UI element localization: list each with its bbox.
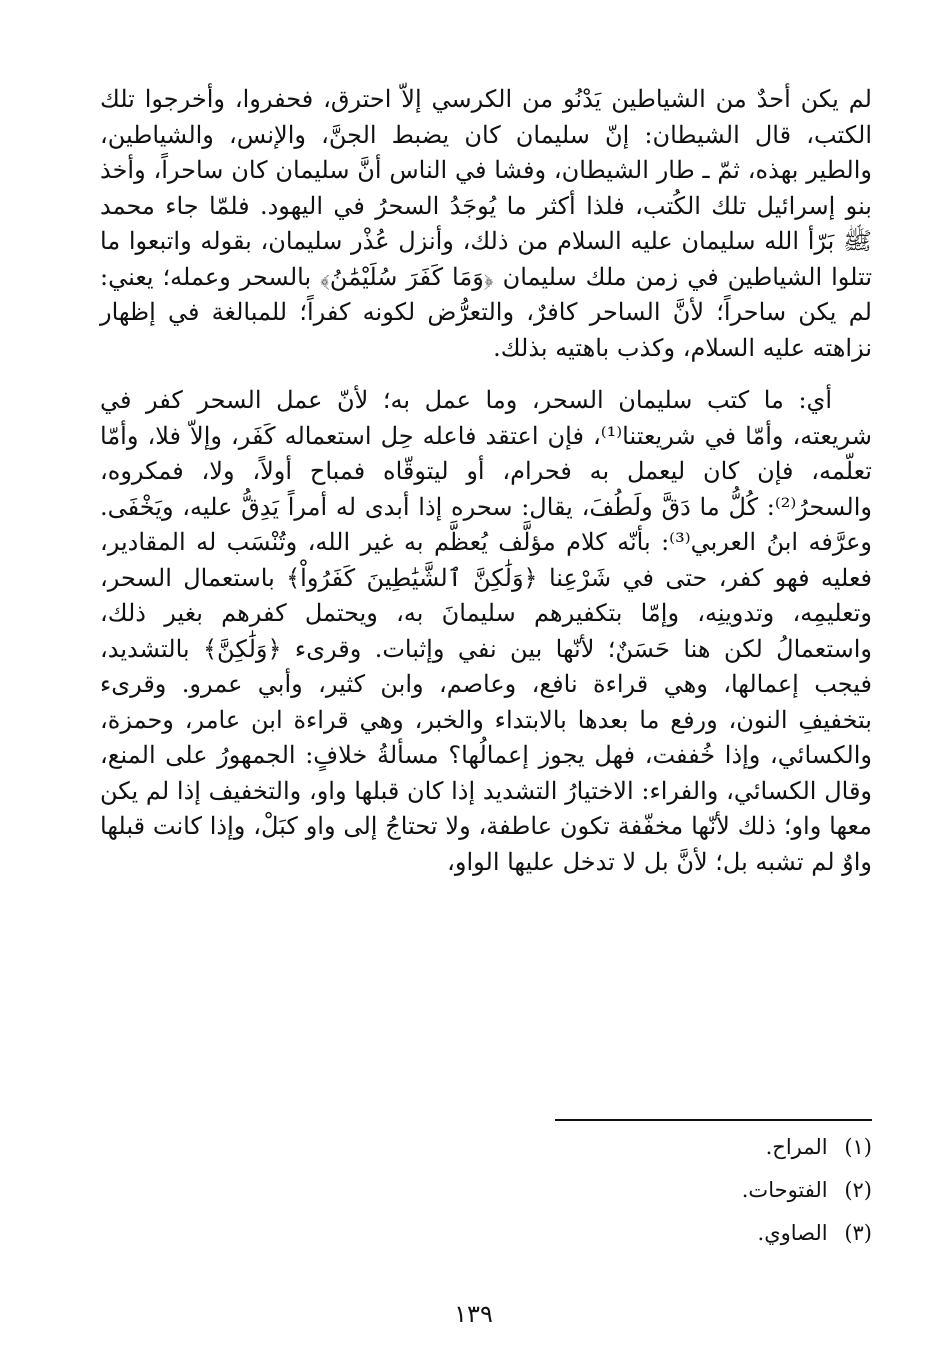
text-line: والطير بهذه، ثمّ ـ طار الشيطان، وفشا في الناس أنَّ سليمان كان ساحراً، وأخذ xyxy=(100,156,872,184)
text-line: على المنع، وقال الكسائي، والفراء: الاختيارُ التشديد إذا كان قبلها واو، xyxy=(100,741,873,805)
text-line: محمد ﷺ بَرّأ الله سليمان عليه السلام من ذلك، وأنزل عُذْر سليمان، بقوله xyxy=(100,191,872,255)
paragraph-1 xyxy=(100,82,872,366)
text-line: بالتشديد، فيجب إعمالها، وهي قراءة نافع، وعاصم، وابن كثير، وأبي عمرو. xyxy=(100,634,872,698)
footnote-number: (٣) xyxy=(844,1221,872,1245)
footnote-number: (١) xyxy=(844,1135,872,1159)
text-line: واتبعوا ما تتلوا الشياطين في زمن ملك سليمان ﴿وَمَا كَفَرَ سُلَيْمَٰنُ﴾ بالسحر xyxy=(100,227,873,291)
text-line: الكتب، قال الشيطان: إنّ سليمان كان يضبط الجنَّ، والإنس، والشياطين، xyxy=(100,120,872,149)
text-line: وحمزة، والكسائي، وإذا خُففت، فهل يجوز إعمالُها؟ مسألةُ خلافٍ: الجمهورُ xyxy=(100,705,872,769)
footnotes xyxy=(500,1130,872,1259)
page-number: ١٣٩ xyxy=(454,1300,493,1328)
footnote-number: (٢) xyxy=(844,1178,872,1202)
footnote-text: المراح. xyxy=(765,1135,828,1159)
footnote-divider xyxy=(555,1119,872,1121)
text-line: والتخفيف إذا لم يكن معها واو؛ ذلك لأنّها مخفّفة تكون عاطفة، ولا تحتاجُ xyxy=(100,776,872,840)
text-line: ذلك، واستعمالُ لكن هنا حَسَنٌ؛ لأنّها بين نفي وإثبات. وقرىء ﴿وَلَٰكِنَّ﴾ xyxy=(100,599,872,663)
text-line: وعمله؛ يعني: لم يكن ساحراً؛ لأنَّ الساحر كافرٌ، والتعرُّض لكونه كفراً؛ xyxy=(100,262,872,326)
text-line: لم يكن أحدٌ من الشياطين يَدْنُو من الكرسي إلاّ احترق، فحفروا، وأخرجوا تلك xyxy=(100,85,872,113)
text-line: شريعته، وأمّا في شريعتنا⁽¹⁾، فإن اعتقد فاعله حِل استعماله كَفَر، وإلاّ فلا، xyxy=(147,421,872,450)
text-line: للمبالغة في إظهار نزاهته عليه السلام، وكذب باهتيه بذلك. xyxy=(100,298,872,362)
footnote-3 xyxy=(500,1216,872,1250)
main-text xyxy=(100,82,872,880)
text-line: وقرىء بتخفيفِ النون، ورفع ما بعدها بالابتداء والخبر، وهي قراءة ابن عامر، xyxy=(100,670,872,734)
text-line: إلى واو كبَلْ، وإذا كانت قبلها واوٌ لم تشبه بل؛ لأنَّ بل لا تدخل عليها الواو، xyxy=(100,812,872,876)
text-line: وأمّا تعلّمه، فإن كان ليعمل به فحرام، أو ليتوقّاه فمباح أولاً، ولا، فمكروه، xyxy=(100,421,872,485)
footnote-text: الفتوحات. xyxy=(741,1178,828,1202)
footnote-1 xyxy=(500,1130,872,1164)
text-line: بنو إسرائيل تلك الكُتب، فلذا أكثر ما يُوجَدُ السحرُ في اليهود. فلمّا جاء xyxy=(165,191,872,220)
footnote-2 xyxy=(500,1173,872,1207)
paragraph-2 xyxy=(100,383,872,880)
text-line: المقادير، فعليه فهو كفر، حتى في شَرْعِنا ﴿وَلَٰكِنَّ ٱلشَّيَٰطِينَ كَفَرُواْ﴾ باستعمال xyxy=(100,528,872,592)
text-line: السحر، وتعليمِه، وتدوينِه، وإمّا بتكفيرهم سليمانَ به، ويحتمل كفرهم بغير xyxy=(100,563,872,627)
text-line: والسحرُ⁽²⁾: كُلُّ ما دَقَّ ولَطُفَ، يقال: سحره إذا أبدى له أمراً يَدِقُّ عليه، xyxy=(182,492,872,521)
text-line: أي: ما كتب سليمان السحر، وما عمل به؛ لأنّ عمل السحر كفر في xyxy=(100,386,832,414)
text-line: ويَخْفَى. وعرَّفه ابنُ العربي⁽³⁾: بأنّه كلام مؤلَّف يُعظَّم به غير الله، وتُنْسَب له xyxy=(100,492,873,556)
footnote-text: الصاوي. xyxy=(757,1221,828,1245)
